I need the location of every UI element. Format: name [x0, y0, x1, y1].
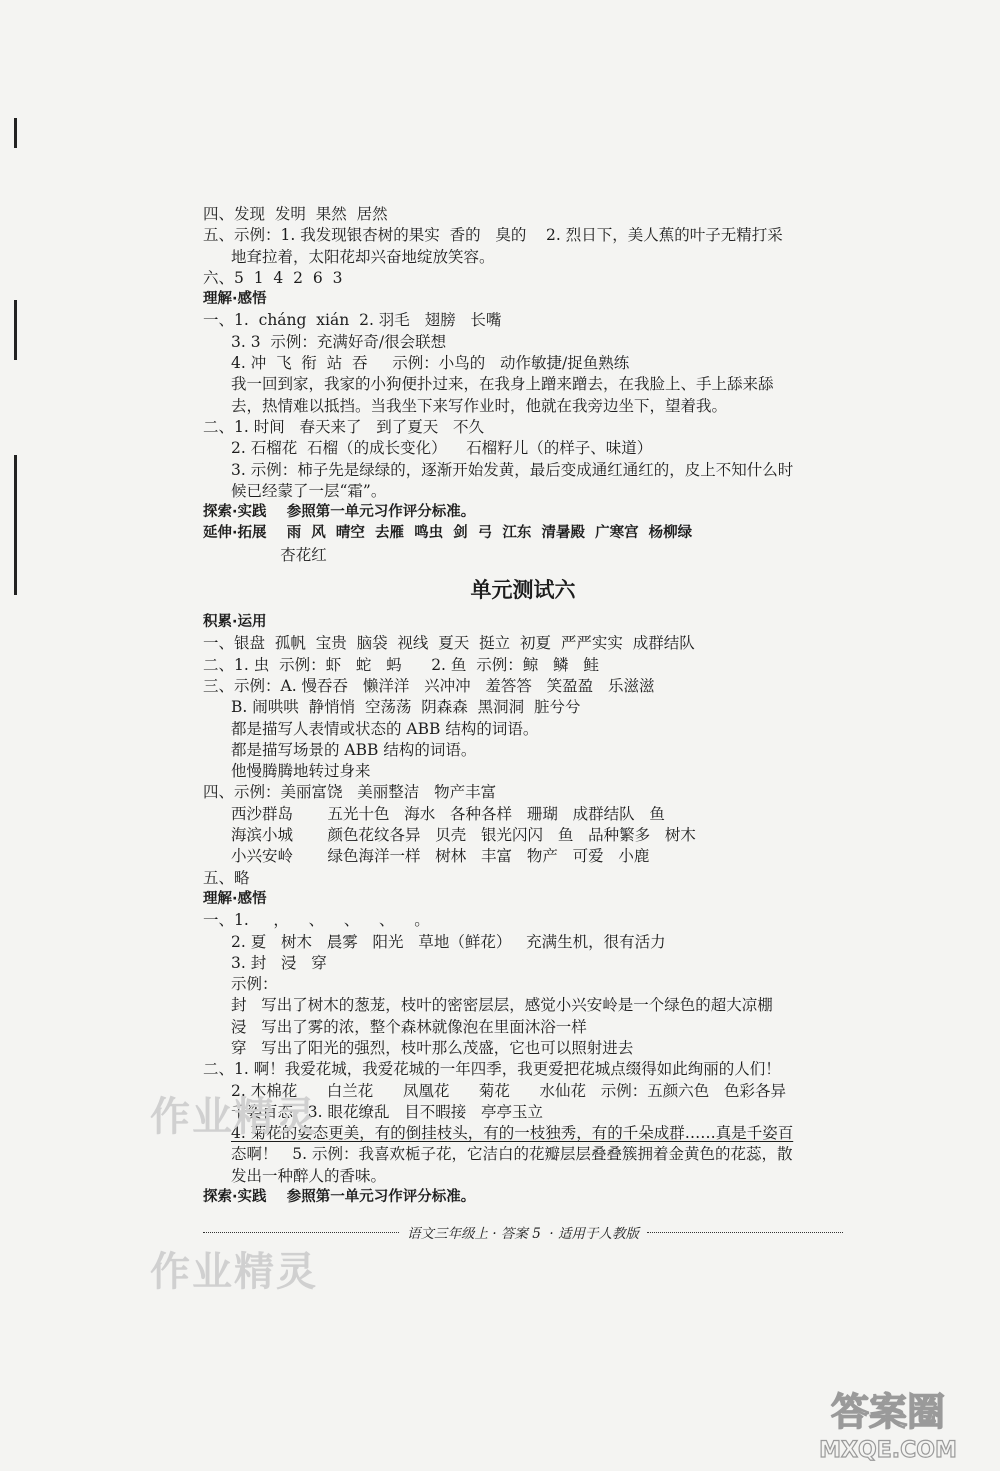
answer-line: 千姿百态 3. 眼花缭乱 目不暇接 亭亭玉立	[231, 1102, 544, 1121]
scan-margin-mark	[14, 455, 17, 595]
answer-line: 四、示例：美丽富饶 美丽整洁 物产丰富	[203, 783, 497, 802]
answer-line: 封 写出了树木的葱茏，枝叶的密密层层，感觉小兴安岭是一个绿色的超大凉棚	[231, 996, 773, 1015]
answer-line: 五、示例：1. 我发现银杏树的果实 香的 臭的 2. 烈日下，美人蕉的叶子无精打采	[203, 226, 783, 245]
answer-line: 4. 冲 飞 衔 站 吞 示例：小鸟的 动作敏捷/捉鱼熟练	[231, 354, 630, 373]
section-heading: 探索·实践 参照第一单元习作评分标准。	[203, 1189, 476, 1206]
scan-margin-mark	[14, 300, 17, 360]
answer-line: 六、5 1 4 2 6 3	[203, 268, 343, 287]
scan-margin-mark	[14, 118, 17, 148]
answer-line: 一、银盘 孤帆 宝贵 脑袋 视线 夏天 挺立 初夏 严严实实 成群结队	[203, 634, 695, 653]
answer-line: 候已经蒙了一层“霜”。	[231, 481, 387, 500]
footer-dotted-rule-left	[203, 1232, 399, 1233]
answer-line: B. 闹哄哄 静悄悄 空荡荡 阴森森 黑洞洞 脏兮兮	[231, 698, 581, 717]
answer-line: 态啊！ 5. 示例：我喜欢栀子花，它洁白的花瓣层层叠叠簇拥着金黄色的花蕊，散	[231, 1145, 793, 1164]
answer-line: 杏花红	[231, 545, 327, 564]
answer-line: 4. 菊花的姿态更美，有的倒挂枝头，有的一枝独秀，有的千朵成群……真是千姿百	[231, 1124, 794, 1143]
answer-line: 小兴安岭 绿色海洋一样 树林 丰富 物产 可爱 小鹿	[231, 847, 650, 866]
svg-text:答案圈: 答案圈	[830, 1390, 946, 1434]
answer-line: 穿 写出了阳光的强烈，枝叶那么茂盛，它也可以照射进去	[231, 1038, 634, 1057]
answer-line: 一、1. ， 、 、 、 。	[203, 911, 430, 930]
answer-line: 地耷拉着，太阳花却兴奋地绽放笑容。	[231, 247, 495, 266]
svg-text:MXQE.COM: MXQE.COM	[819, 1438, 957, 1463]
answer-line: 发出一种醉人的香味。	[231, 1166, 387, 1185]
answer-line: 3. 示例：柿子先是绿绿的，逐渐开始发黄，最后变成通红通红的，皮上不知什么时	[231, 460, 794, 479]
answer-line: 3. 3 示例：充满好奇/很会联想	[231, 332, 447, 351]
footer-text: 语文三年级上 · 答案 5 · 适用于人教版	[407, 1226, 639, 1242]
answer-line: 我一回到家，我家的小狗便扑过来，在我身上蹭来蹭去，在我脸上、手上舔来舔	[231, 375, 774, 394]
top-answer-block	[203, 204, 843, 566]
answer-line: 浸 写出了雾的浓，整个森林就像泡在里面沐浴一样	[231, 1017, 587, 1036]
answer-line: 西沙群岛 五光十色 海水 各种各样 珊瑚 成群结队 鱼	[231, 804, 665, 823]
watermark-logo	[808, 1375, 968, 1465]
faded-stamp: 作业精灵	[150, 1094, 318, 1140]
section-title: 单元测试六	[470, 578, 576, 603]
answer-line: 五、略	[203, 868, 250, 887]
answer-line: 一、1. cháng xián 2. 羽毛 翅膀 长嘴	[203, 311, 502, 330]
section-heading: 探索·实践 参照第一单元习作评分标准。	[203, 504, 476, 521]
answer-line: 三、示例：A. 慢吞吞 懒洋洋 兴冲冲 羞答答 笑盈盈 乐滋滋	[203, 676, 655, 695]
answer-content	[203, 204, 843, 1208]
answer-line: 示例：	[231, 975, 278, 994]
answer-line: 2. 石榴花 石榴（的成长变化） 石榴籽儿（的样子、味道）	[231, 439, 653, 458]
answer-line: 四、发现 发明 果然 居然	[203, 205, 388, 223]
answer-line: 2. 夏 树木 晨雾 阳光 草地（鲜花） 充满生机，很有活力	[231, 932, 666, 951]
section-heading: 理解·感悟	[203, 291, 267, 308]
footer-dotted-rule-right	[647, 1232, 843, 1233]
answer-line: 2. 木棉花 白兰花 凤凰花 菊花 水仙花 示例：五颜六色 色彩各异	[231, 1081, 787, 1100]
answer-line: 都是描写场景的 ABB 结构的词语。	[231, 740, 477, 759]
section-heading: 理解·感悟	[203, 890, 267, 907]
page-footer	[203, 1222, 843, 1242]
section-heading: 延伸·拓展 雨 风 晴空 去雁 鸣虫 剑 弓 江东 清暑殿 广寒宫 杨柳绿	[203, 525, 693, 542]
answer-line: 3. 封 浸 穿	[231, 953, 327, 972]
answer-line: 都是描写人表情或状态的 ABB 结构的词语。	[231, 719, 539, 738]
answer-line: 二、1. 啊！我爱花城，我爱花城的一年四季，我更爱把花城点缀得如此绚丽的人们！	[203, 1060, 781, 1079]
answer-line: 二、1. 时间 春天来了 到了夏天 不久	[203, 417, 485, 436]
answer-line: 去，热情难以抵挡。当我坐下来写作业时，他就在我旁边坐下，望着我。	[231, 396, 728, 415]
answer-line: 海滨小城 颜色花纹各异 贝壳 银光闪闪 鱼 品种繁多 树木	[231, 826, 696, 845]
answer-line: 二、1. 虫 示例：虾 蛇 蚂 2. 鱼 示例：鲸 鳞 鲑	[203, 655, 599, 674]
section-heading: 积累·运用	[203, 614, 267, 631]
faded-stamp: 作业精灵	[150, 1249, 318, 1295]
answer-line: 他慢腾腾地转过身来	[231, 762, 371, 781]
